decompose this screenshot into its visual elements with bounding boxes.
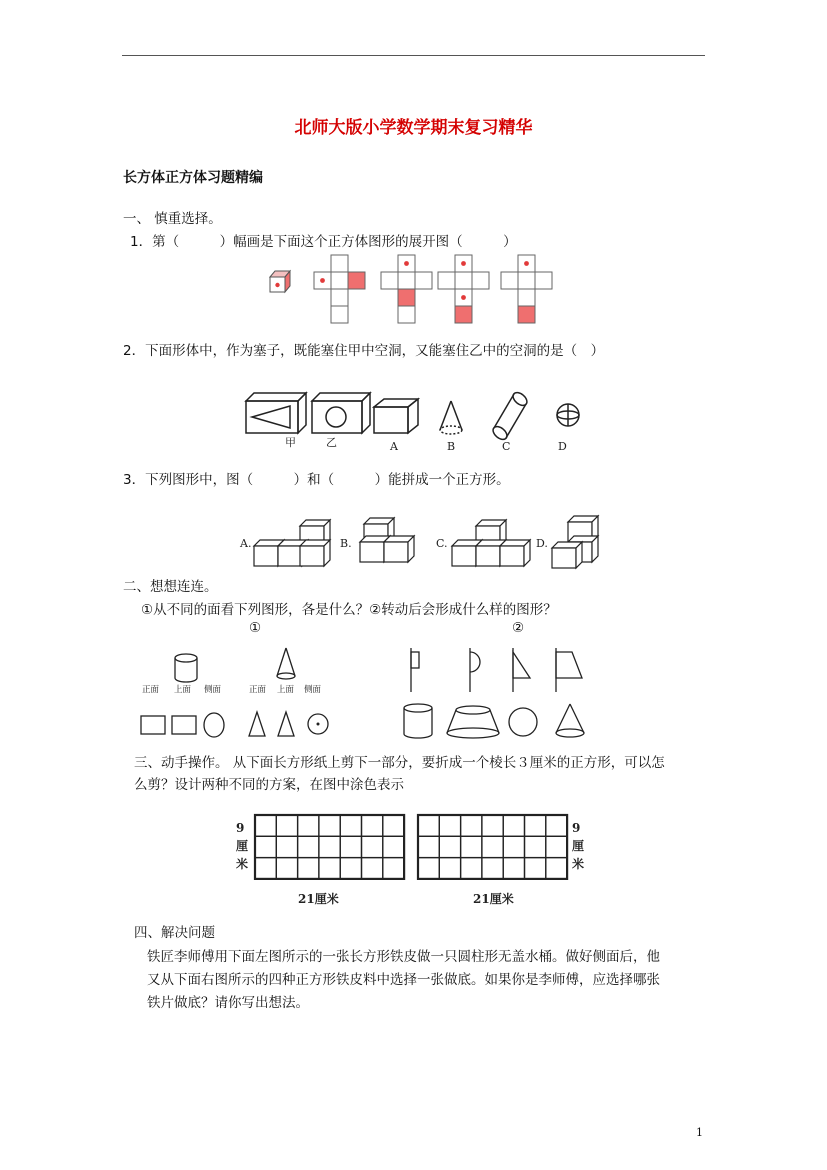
grid-cell[interactable] [418,836,439,857]
answer-triangle-2 [278,712,294,736]
grid-cell[interactable] [298,836,319,857]
grid-cell[interactable] [362,858,383,879]
cylinder-figure [175,654,197,682]
label-block-b: B. [340,537,352,550]
view-label-front-1: 正面 [142,685,160,695]
rotate-semicircle [470,648,480,692]
grid-cell[interactable] [319,858,340,879]
grid-cell[interactable] [418,858,439,879]
grid-paper-right[interactable] [418,815,567,879]
block-shape-d [552,516,598,568]
result-cone [556,704,584,737]
block-shape-c [452,520,530,566]
grid-border [255,815,404,879]
section1-heading: 一、 慎重选择。 [123,211,222,227]
plug-shapes-figure [240,385,590,455]
grid-cell[interactable] [503,858,524,879]
question-1: 1．第（ ）幅画是下面这个正方体图形的展开图（ ） [130,234,517,250]
shape-a-cuboid [374,399,418,433]
label-a: A [390,440,398,453]
answer-rect-2 [172,716,196,734]
grid-cell[interactable] [255,815,276,836]
grid-cell[interactable] [482,858,503,879]
section3-line-2: 么剪？设计两种不同的方案，在图中涂色表示 [134,777,404,793]
views-figure [134,640,604,745]
grid-cell[interactable] [340,815,361,836]
result-frustum [447,706,499,738]
question-2: 2．下面形体中，作为塞子，既能塞住甲中空洞，又能塞住乙中的空洞的是（ ） [123,343,605,359]
grid-cell[interactable] [362,836,383,857]
grid-cell[interactable] [340,836,361,857]
cube-icon [270,271,290,292]
circled-mark-1: ① [249,620,262,636]
grid-cell[interactable] [482,815,503,836]
result-sphere [509,708,537,736]
header-rule [122,55,705,56]
label-yi: 乙 [326,436,337,449]
section4-line-1: 铁匠李师傅用下面左图所示的一张长方形铁皮做一只圆柱形无盖水桶。做好侧面后，他 [147,949,660,965]
label-block-d: D. [536,537,548,550]
grid-cell[interactable] [383,858,404,879]
grid-cell[interactable] [383,836,404,857]
circled-mark-2: ② [512,620,525,636]
net-option-4 [501,255,552,323]
label-b: B [447,440,456,453]
cube-nets-figure [265,250,555,326]
height-label-right-1: 厘 [572,839,585,853]
grid-paper-figure [230,810,600,910]
grid-cell[interactable] [276,858,297,879]
label-block-c: C. [436,537,448,550]
grid-cell[interactable] [255,858,276,879]
section2-instruction: ①从不同的面看下列图形，各是什么？②转动后会形成什么样的图形？ [141,602,557,618]
section4-line-3: 铁片做底？请你写出想法。 [147,995,309,1011]
section4-line-2: 又从下面右图所示的四种正方形铁皮料中选择一张做底。如果你是李师傅，应选择哪张 [147,972,660,988]
rotate-trapezoid [556,648,582,692]
block-shapes-figure [236,512,606,572]
grid-cell[interactable] [482,836,503,857]
section4-heading: 四、解决问题 [134,925,215,941]
width-label-right: 21厘米 [473,892,514,906]
grid-cell[interactable] [503,836,524,857]
section3-line-1: 三、动手操作。 从下面长方形纸上剪下一部分，要折成一个棱长３厘米的正方形，可以怎 [134,755,665,771]
view-label-side-1: 侧面 [204,685,222,695]
grid-cell[interactable] [362,815,383,836]
view-label-front-2: 正面 [249,685,267,695]
height-label-left-2: 米 [236,857,249,871]
grid-cell[interactable] [525,858,546,879]
grid-cell[interactable] [546,858,567,879]
view-label-top-1: 上面 [174,685,192,695]
grid-cell[interactable] [546,815,567,836]
shape-d-sphere [557,404,579,426]
question-3: 3．下列图形中，图（ ）和（ ）能拼成一个正方形。 [123,472,510,488]
grid-cell[interactable] [525,815,546,836]
grid-cell[interactable] [461,815,482,836]
answer-triangle-1 [249,712,265,736]
width-label-left: 21厘米 [298,892,339,906]
grid-cell[interactable] [461,836,482,857]
net-option-3 [438,255,489,323]
result-cylinder [404,704,432,738]
label-jia: 甲 [285,436,296,449]
grid-cell[interactable] [298,815,319,836]
answer-rect-1 [141,716,165,734]
grid-cell[interactable] [418,815,439,836]
rotate-triangle [513,648,530,692]
grid-cell[interactable] [383,815,404,836]
shape-c-cylinder [491,390,530,442]
cone-figure [277,648,295,679]
block-shape-a [254,520,330,566]
grid-cell[interactable] [525,836,546,857]
height-label-left-num: 9 [236,821,245,835]
height-label-left-1: 厘 [236,839,249,853]
answer-ellipse [204,713,224,737]
grid-cell[interactable] [439,858,460,879]
grid-cell[interactable] [319,815,340,836]
grid-cell[interactable] [503,815,524,836]
center-dot [317,723,320,726]
grid-cell[interactable] [461,858,482,879]
height-label-right-num: 9 [572,821,581,835]
grid-paper-left[interactable] [255,815,404,879]
grid-cell[interactable] [276,815,297,836]
shape-b-cone [440,401,462,434]
grid-cell[interactable] [340,858,361,879]
grid-cell[interactable] [439,836,460,857]
rotate-rect [411,648,419,692]
view-label-top-2: 上面 [277,685,295,695]
grid-cell[interactable] [439,815,460,836]
page-title: 北师大版小学数学期末复习精华 [294,118,533,138]
label-block-a: A. [240,537,252,550]
box-yi [312,393,370,433]
grid-cell[interactable] [298,858,319,879]
label-c: C [502,440,511,453]
grid-cell[interactable] [276,836,297,857]
section2-heading: 二、想想连连。 [123,579,218,595]
grid-cell[interactable] [319,836,340,857]
height-label-right-2: 米 [572,857,585,871]
label-d: D [558,440,567,453]
block-shape-b [360,518,414,562]
net-option-1 [314,255,365,323]
grid-cell[interactable] [546,836,567,857]
grid-cell[interactable] [255,836,276,857]
page-number: 1 [696,1126,703,1139]
section-subtitle: 长方体正方体习题精编 [123,170,263,186]
box-jia [246,393,306,433]
net-option-2 [381,255,432,323]
grid-border [418,815,567,879]
view-label-side-2: 侧面 [304,685,322,695]
